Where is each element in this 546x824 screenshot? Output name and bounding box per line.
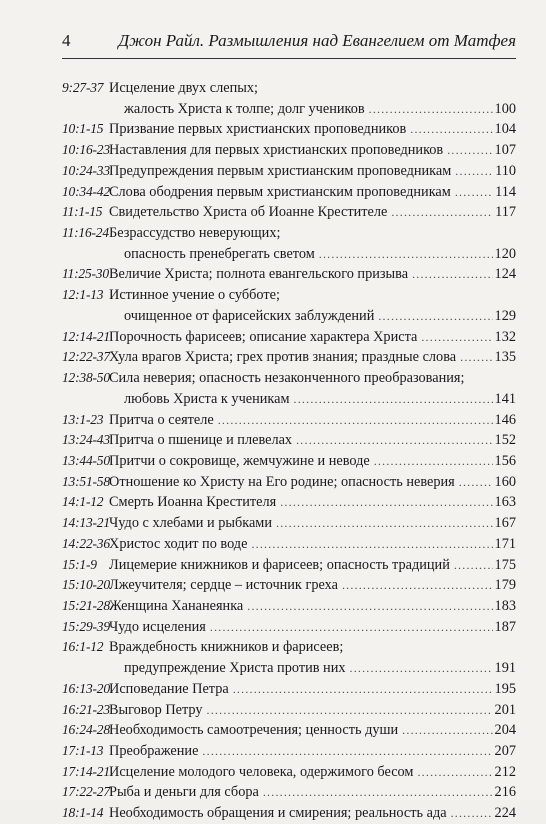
entry-page-number: 132 xyxy=(494,328,516,345)
entry-title: Выговор Петру xyxy=(109,701,203,718)
entry-title: Христос ходит по воде xyxy=(109,535,248,552)
entry-page-number: 171 xyxy=(494,535,516,552)
toc-entry xyxy=(62,472,516,493)
toc-entry xyxy=(62,741,516,762)
entry-title: Наставления для первых христианских проповедников xyxy=(109,142,444,159)
entry-page-number: 120 xyxy=(494,245,516,262)
dot-leader xyxy=(247,596,492,617)
entry-page-number: 100 xyxy=(494,100,516,117)
entry-page-number: 146 xyxy=(494,411,516,428)
dot-leader xyxy=(374,451,493,472)
scripture-reference: 11:25-30 xyxy=(62,266,109,282)
entry-page-number: 183 xyxy=(494,597,516,614)
scripture-reference: 12:14-21 xyxy=(62,328,110,344)
scripture-reference: 10:24-33 xyxy=(62,162,110,178)
scripture-reference: 15:10-20 xyxy=(62,577,110,593)
entry-title: жалость Христа к толпе; долг учеников xyxy=(124,100,365,117)
toc-entry xyxy=(62,513,516,534)
entry-title: очищенное от фарисейских заблуждений xyxy=(124,307,375,324)
entry-title: Чудо с хлебами и рыбками xyxy=(109,515,273,532)
toc-entry xyxy=(62,306,516,327)
scripture-reference: 16:21-23 xyxy=(62,701,110,717)
entry-page-number: 160 xyxy=(494,473,516,490)
entry-title: Притчи о сокровище, жемчужине и неводе xyxy=(109,452,370,469)
dot-leader xyxy=(342,575,493,596)
scripture-reference: 15:1-9 xyxy=(62,556,97,572)
toc-entry xyxy=(62,119,516,140)
page-header xyxy=(62,28,516,59)
scripture-reference: 14:13-21 xyxy=(62,515,110,531)
dot-leader xyxy=(412,264,492,285)
dot-leader xyxy=(233,679,493,700)
entry-title: Порочность фарисеев; описание характера Христа xyxy=(109,328,418,345)
scripture-reference: 15:29-39 xyxy=(62,618,110,634)
entry-page-number: 167 xyxy=(494,515,516,532)
dot-leader xyxy=(294,389,493,410)
entry-title: Женщина Хананеянка xyxy=(109,597,244,614)
entry-page-number: 114 xyxy=(495,183,516,200)
entry-title: Хула врагов Христа; грех против знания; праздные слова xyxy=(109,349,457,366)
scripture-reference: 13:1-23 xyxy=(62,411,104,427)
entry-page-number: 156 xyxy=(494,452,516,469)
toc-entry xyxy=(62,161,516,182)
scripture-reference: 13:51-58 xyxy=(62,473,110,489)
toc-entry xyxy=(62,368,516,389)
entry-title: Сила неверия; опасность незаконченного преобразования; xyxy=(109,370,465,387)
table-of-contents xyxy=(62,78,516,824)
scripture-reference: 17:22-27 xyxy=(62,784,110,800)
dot-leader xyxy=(410,119,492,140)
toc-entry xyxy=(62,99,516,120)
toc-entry xyxy=(62,617,516,638)
scripture-reference: 11:1-15 xyxy=(62,204,103,220)
entry-title: Чудо исцеления xyxy=(109,618,206,635)
entry-title: Притча о пшенице и плевелах xyxy=(109,432,293,449)
entry-page-number: 152 xyxy=(494,432,516,449)
entry-page-number: 179 xyxy=(494,577,516,594)
toc-entry xyxy=(62,803,516,824)
toc-entry xyxy=(62,430,516,451)
toc-entry xyxy=(62,555,516,576)
entry-title: предупреждение Христа против них xyxy=(124,660,346,677)
entry-page-number: 224 xyxy=(494,805,516,822)
entry-title: Необходимость обращения и смирения; реальность ада xyxy=(109,805,447,822)
entry-page-number: 212 xyxy=(494,763,516,780)
dot-leader xyxy=(251,534,492,555)
entry-page-number: 124 xyxy=(494,266,516,283)
scripture-reference: 16:1-12 xyxy=(62,639,104,655)
entry-title: Истинное учение о субботе; xyxy=(109,287,280,304)
entry-page-number: 163 xyxy=(494,494,516,511)
scripture-reference: 14:22-36 xyxy=(62,535,110,551)
scripture-reference: 10:1-15 xyxy=(62,121,104,137)
dot-leader xyxy=(369,99,493,120)
dot-leader xyxy=(459,472,493,493)
dot-leader xyxy=(210,617,493,638)
entry-page-number: 204 xyxy=(494,722,516,739)
running-title: Джон Райл. Размышления над Евангелием от Матфея xyxy=(118,31,516,50)
entry-title: Свидетельство Христа об Иоанне Крестителе xyxy=(109,204,388,221)
dot-leader xyxy=(319,244,493,265)
dot-leader xyxy=(455,182,493,203)
entry-page-number: 141 xyxy=(494,390,516,407)
scripture-reference: 16:24-28 xyxy=(62,722,110,738)
toc-entry xyxy=(62,347,516,368)
scripture-reference: 18:1-14 xyxy=(62,805,104,821)
toc-entry xyxy=(62,244,516,265)
dot-leader xyxy=(421,327,492,348)
dot-leader xyxy=(460,347,492,368)
dot-leader xyxy=(451,803,493,824)
dot-leader xyxy=(276,513,493,534)
entry-page-number: 207 xyxy=(494,743,516,759)
entry-title: Исповедание Петра xyxy=(109,680,229,697)
entry-page-number: 129 xyxy=(494,307,516,324)
toc-entry xyxy=(62,223,516,244)
entry-title: Отношение ко Христу на Его родине; опасность неверия xyxy=(109,473,455,490)
entry-title: Враждебность книжников и фарисеев; xyxy=(109,639,344,656)
entry-title: Величие Христа; полнота евангельского призыва xyxy=(109,266,409,283)
scripture-reference: 11:16-24 xyxy=(62,225,109,241)
dot-leader xyxy=(454,555,493,576)
scripture-reference: 12:38-50 xyxy=(62,370,110,386)
entry-title: Притча о сеятеле xyxy=(109,411,214,428)
dot-leader xyxy=(417,762,492,783)
toc-entry xyxy=(62,700,516,721)
entry-page-number: 195 xyxy=(494,680,516,697)
page-number: 4 xyxy=(62,31,71,50)
toc-entry xyxy=(62,410,516,431)
scripture-reference: 13:24-43 xyxy=(62,432,110,448)
toc-entry xyxy=(62,720,516,741)
entry-title: Смерть Иоанна Крестителя xyxy=(109,494,277,511)
toc-entry xyxy=(62,658,516,679)
entry-title: Преображение xyxy=(109,743,199,759)
dot-leader xyxy=(207,700,493,721)
entry-page-number: 117 xyxy=(495,204,516,221)
entry-title: Слова ободрения первым христианским проповедникам xyxy=(109,183,451,200)
entry-title: Призвание первых христианских проповедников xyxy=(109,121,407,138)
toc-entry xyxy=(62,451,516,472)
toc-entry xyxy=(62,762,516,783)
dot-leader xyxy=(378,306,492,327)
toc-entry xyxy=(62,596,516,617)
toc-entry xyxy=(62,140,516,161)
toc-entry xyxy=(62,202,516,223)
entry-page-number: 104 xyxy=(494,121,516,138)
toc-entry xyxy=(62,534,516,555)
entry-title: Рыба и деньги для сбора xyxy=(109,784,259,801)
dot-leader xyxy=(202,741,492,762)
scripture-reference: 12:22-37 xyxy=(62,349,110,365)
dot-leader xyxy=(350,658,493,679)
scripture-reference: 10:16-23 xyxy=(62,142,110,158)
dot-leader xyxy=(447,140,492,161)
dot-leader xyxy=(263,782,493,803)
scripture-reference: 17:1-13 xyxy=(62,743,104,758)
toc-entry xyxy=(62,782,516,803)
entry-page-number: 187 xyxy=(494,618,516,635)
dot-leader xyxy=(218,410,493,431)
entry-title: Необходимость самоотречения; ценность души xyxy=(109,722,399,739)
toc-entry xyxy=(62,264,516,285)
entry-page-number: 191 xyxy=(494,660,516,677)
scripture-reference: 16:13-20 xyxy=(62,680,110,696)
entry-page-number: 216 xyxy=(494,784,516,801)
scripture-reference: 12:1-13 xyxy=(62,287,104,303)
entry-page-number: 107 xyxy=(494,142,516,159)
dot-leader xyxy=(455,161,493,182)
entry-title: опасность пренебрегать светом xyxy=(124,245,315,262)
scripture-reference: 15:21-28 xyxy=(62,597,110,613)
toc-entry xyxy=(62,327,516,348)
scripture-reference: 17:14-21 xyxy=(62,763,110,779)
toc-entry xyxy=(62,78,516,99)
entry-page-number: 175 xyxy=(494,556,516,573)
entry-page-number: 110 xyxy=(495,162,516,179)
entry-title: любовь Христа к ученикам xyxy=(124,390,290,407)
entry-title: Исцеление двух слепых; xyxy=(109,80,258,96)
dot-leader xyxy=(296,430,492,451)
dot-leader xyxy=(280,492,492,513)
toc-entry xyxy=(62,492,516,513)
scripture-reference: 10:34-42 xyxy=(62,183,110,199)
toc-entry xyxy=(62,285,516,306)
toc-entry xyxy=(62,637,516,658)
entry-title: Предупреждения первым христианским проповедникам xyxy=(109,162,452,179)
toc-entry xyxy=(62,575,516,596)
toc-entry xyxy=(62,389,516,410)
dot-leader xyxy=(391,202,493,223)
entry-page-number: 135 xyxy=(494,349,516,366)
entry-title: Безрассудство неверующих; xyxy=(109,225,281,242)
scripture-reference: 14:1-12 xyxy=(62,494,104,510)
toc-entry xyxy=(62,679,516,700)
dot-leader xyxy=(402,720,492,741)
entry-title: Исцеление молодого человека, одержимого бесом xyxy=(109,763,414,780)
scripture-reference: 9:27-37 xyxy=(62,80,104,95)
scripture-reference: 13:44-50 xyxy=(62,452,110,468)
entry-title: Лжеучителя; сердце – источник греха xyxy=(109,577,338,594)
toc-entry xyxy=(62,182,516,203)
entry-title: Лицемерие книжников и фарисеев; опасность традиций xyxy=(109,556,450,573)
entry-page-number: 201 xyxy=(494,701,516,718)
